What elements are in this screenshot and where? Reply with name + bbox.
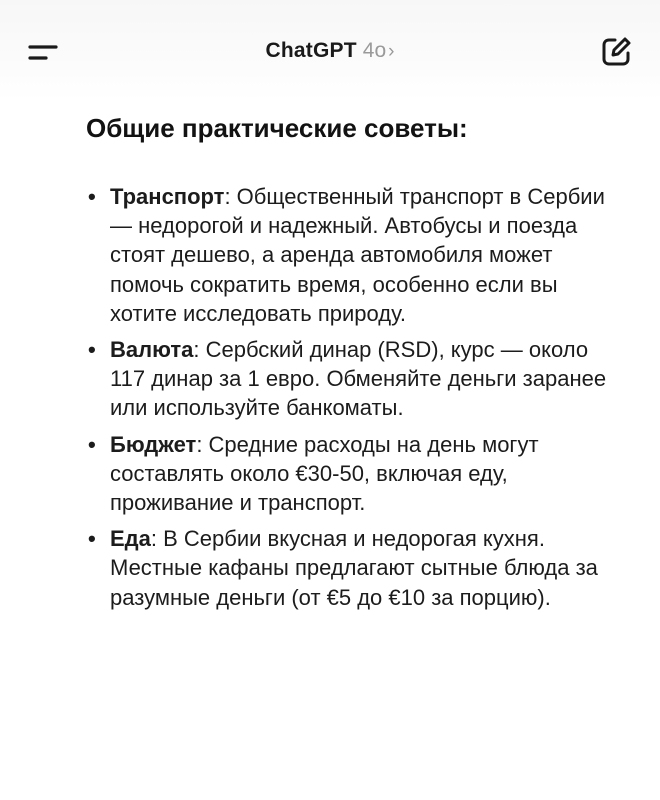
bullet: • <box>88 184 96 209</box>
tip-term: Транспорт <box>110 184 225 209</box>
tip-text: : Сербский динар (RSD), курс — около 117 динар за 1 евро. Обменяйте деньги заранее или используйте банкоматы. <box>110 337 607 421</box>
chevron-right-icon: › <box>388 41 395 62</box>
bullet: • <box>88 337 96 363</box>
top-bar <box>0 0 660 100</box>
bullet: • <box>88 431 96 457</box>
tip-term: Валюта <box>110 337 194 363</box>
tip-currency <box>88 335 628 423</box>
tip-food <box>88 524 628 612</box>
tip-term: Бюджет <box>110 431 197 457</box>
tip-term: Еда <box>110 526 151 552</box>
model-selector[interactable] <box>0 36 660 67</box>
new-chat-icon[interactable] <box>598 34 634 70</box>
app-title: ChatGPT <box>265 39 357 62</box>
tip-budget <box>88 430 628 518</box>
tip-text: : В Сербии вкусная и недорогая кухня. Местные кафаны предлагают сытные блюда за разумные деньги (от €5 до €10 за порцию). <box>110 526 598 610</box>
bullet: • <box>88 526 96 552</box>
tip-transport <box>88 182 628 328</box>
message-content <box>86 108 626 619</box>
tips-list <box>88 182 628 612</box>
tip-text: : Средние расходы на день могут составлять около €30-50, включая еду, проживание и транспорт. <box>110 431 539 516</box>
section-heading: Общие практические советы: <box>86 113 468 143</box>
model-label: 4o <box>362 39 387 62</box>
tip-text: : Общественный транспорт в Сербии — недорогой и надежный. Автобусы и поезда стоят дешево, а аренда автомобиля может помочь сократить время, особенно если вы хотите исследовать природу. <box>110 184 605 326</box>
